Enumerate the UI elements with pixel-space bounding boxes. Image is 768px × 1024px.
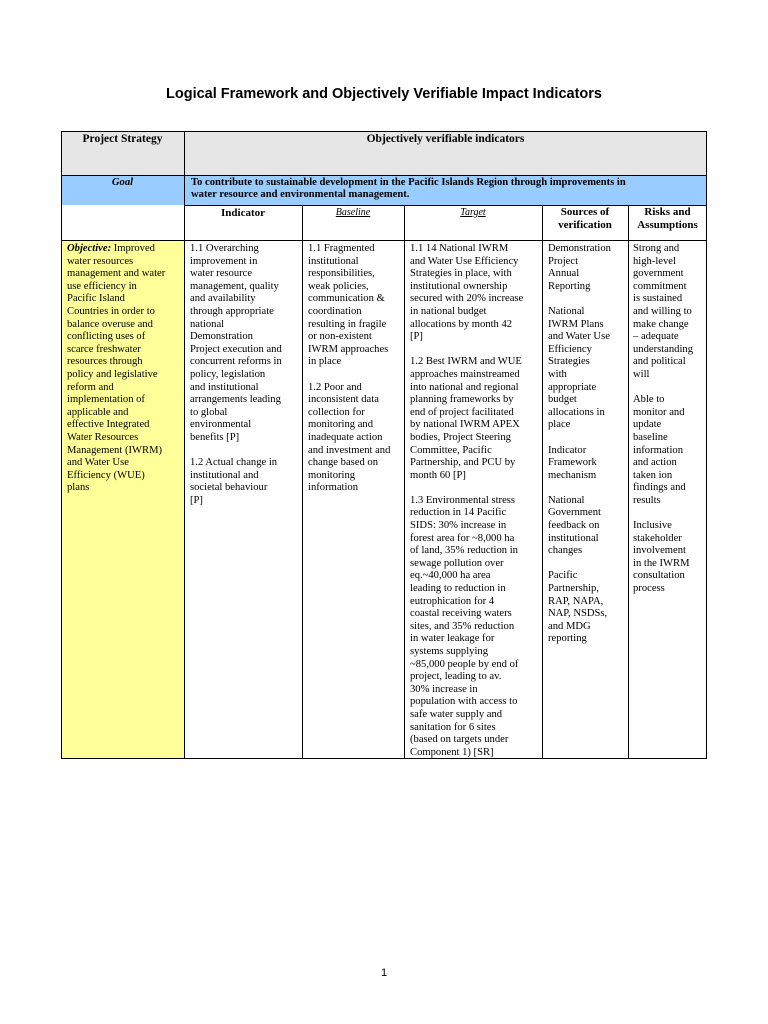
risk-government-commitment: Strong and high-level government commitment is sustained and willing to make change – adequate understanding and political will: [633, 243, 694, 380]
project-strategy-header: Project Strategy: [82, 133, 163, 145]
baseline-column-header: [302, 207, 404, 220]
sources-column-header: Sources of verification: [558, 206, 612, 231]
source-government-feedback: National Government feedback on institutional changes: [548, 494, 601, 557]
divider-target: [542, 205, 543, 759]
target-label: Target: [460, 207, 486, 218]
objective-label: Objective:: [67, 243, 112, 254]
risks-column-header: Risks and Assumptions: [637, 206, 698, 231]
table-border-bottom: [61, 758, 707, 759]
table-border-right: [706, 131, 707, 759]
source-annual-reporting: Demonstration Project Annual Reporting: [548, 243, 611, 292]
objective-text: Improved water resources management and water use efficiency in Pacific Island Countries in order to balance overuse and conflicting uses of scarce freshwater resources through policy and legislative reform and implementation of applicable and effective Integrated Water Resources Management (IWRM) and Water Use Efficiency (WUE) plans: [67, 243, 166, 494]
goal-label: Goal: [111, 177, 134, 188]
indicator-1-2: 1.2 Actual change in institutional and societal behaviour [P]: [190, 457, 278, 506]
risk-monitoring: Able to monitor and update baseline information and action taken ion findings and results: [633, 394, 686, 506]
source-pacific-partnership: Pacific Partnership, RAP, NAPA, NAP, NSDSs, and MDG reporting: [548, 570, 608, 645]
source-indicator-framework: Indicator Framework mechanism: [548, 444, 597, 481]
divider-baseline: [404, 205, 405, 759]
baseline-label: Baseline: [335, 207, 371, 218]
ovi-header: Objectively verifiable indicators: [366, 133, 525, 145]
table-border-left: [61, 131, 62, 759]
divider-sources: [628, 205, 629, 759]
target-1-1: 1.1 14 National IWRM and Water Use Efficiency Strategies in place, with institutional ownership secured with 20% increase in national budget allocations by month 42 [P]: [410, 243, 524, 343]
indicator-column-header: Indicator: [221, 207, 265, 219]
baseline-1-1: 1.1 Fragmented institutional responsibilities, weak policies, communication & coordination resulting in fragile or non-existent IWRM approaches in place: [308, 243, 389, 368]
indicator-cell: [184, 240, 302, 507]
sources-cell: [542, 240, 628, 646]
target-cell: [404, 240, 542, 759]
goal-text: To contribute to sustainable development in the Pacific Islands Region through improvements in water resource and environmental management.: [191, 177, 626, 200]
rule-below-column-headers: [61, 240, 707, 241]
objective-cell: [61, 240, 184, 495]
target-1-2: 1.2 Best IWRM and WUE approaches mainstreamed into national and regional planning frameworks by end of project facilitated by national IWRM APEX bodies, Project Steering Committee, Pacific Partnership, and PCU by month 60 [P]: [410, 356, 522, 481]
rule-below-header: [61, 175, 707, 176]
risks-cell: [628, 240, 707, 596]
baseline-1-2: 1.2 Poor and inconsistent data collection for monitoring and inadequate action and investment and change based on monitoring information: [308, 381, 391, 494]
source-national-plans: National IWRM Plans and Water Use Efficiency Strategies with appropriate budget allocations in place: [548, 305, 610, 431]
target-column-header: [404, 207, 542, 220]
risk-stakeholder-involvement: Inclusive stakeholder involvement in the IWRM consultation process: [633, 520, 690, 595]
divider-strategy: [184, 131, 185, 759]
divider-indicator: [302, 205, 303, 759]
document-title: Logical Framework and Objectively Verifiable Impact Indicators: [166, 86, 602, 102]
table-border-top: [61, 131, 707, 132]
target-1-3: 1.3 Environmental stress reduction in 14 Pacific SIDS: 30% increase in forest area for ~8,000 ha of land, 35% reduction in sewage pollution over eq.~40,000 ha area leading to reduction in eutrophication for 4 coastal receiving waters sites, and 35% reduction in water leakage for systems supplying ~85,000 people by end of project, leading to av. 30% increase in population with access to safe water supply and sanitation for 6 sites (based on targets under Component 1) [SR]: [410, 494, 519, 758]
indicator-1-1: 1.1 Overarching improvement in water resource management, quality and availability through appropriate national Demonstration Project execution and concurrent reforms in policy, legislation and institutional arrangements leading to global environmental benefits [P]: [190, 243, 282, 443]
baseline-cell: [302, 240, 404, 495]
page-number: 1: [380, 967, 388, 979]
